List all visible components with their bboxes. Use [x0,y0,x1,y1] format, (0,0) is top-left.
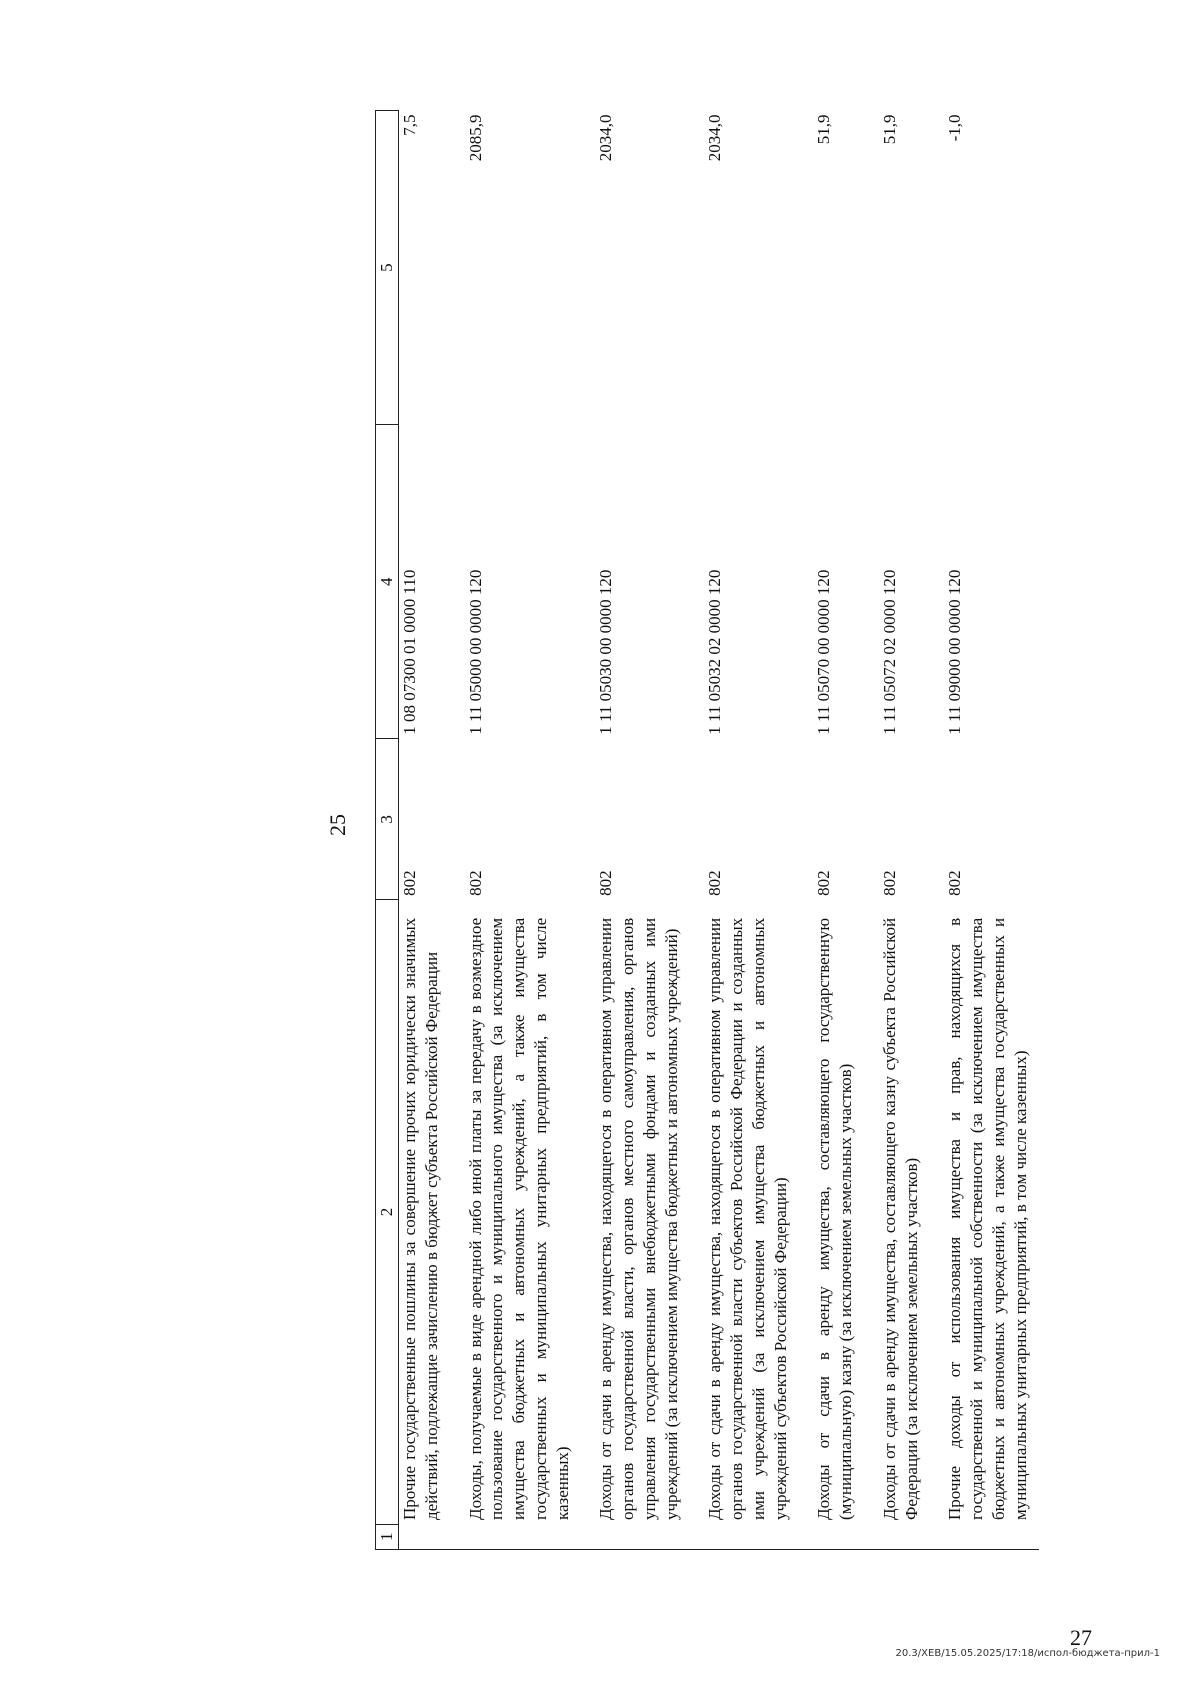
row-admin-code: 802 [465,870,485,896]
table-header-row [376,111,399,1550]
row-col-1-cell [813,1524,879,1549]
footer-document-tag: 20.3/XEB/15.05.2025/17:18/испол-бюджета-прил-1 [895,1648,1160,1659]
table-row [879,111,945,1550]
row-kbk-code: 1 11 05030 00 0000 120 [596,569,616,735]
row-description: Доходы от сдачи в аренду имущества, составляющего государственную (муниципальную) казну (за исключением земельных участков) [814,917,855,1521]
row-description: Доходы от сдачи в аренду имущества, находящегося в оперативном управлении органов государственной власти, органов местного самоуправления, органов управления государственными внебюджетными фондами и созданных ими учреждений (за исключением имущества бюджетных и автономных учреждений) [596,917,681,1521]
row-admin-code: 802 [879,870,899,896]
table-row [465,111,596,1550]
row-amount: 2034,0 [596,114,616,162]
row-amount: 51,9 [814,114,834,145]
header-col-3: 3 [376,739,399,900]
page-number-bottom: 27 [1070,1625,1092,1650]
row-amount: 51,9 [879,114,899,145]
table-row [813,111,879,1550]
row-admin-code: 802 [400,870,419,896]
table-row [399,111,465,1550]
row-col-1-cell [704,1524,813,1549]
header-col-1: 1 [376,1524,399,1549]
row-admin-code: 802 [705,870,725,896]
header-col-4: 4 [376,425,399,739]
row-amount: -1,0 [945,114,965,142]
row-description: Доходы от сдачи в аренду имущества, находящегося в оперативном управлении органов государственной власти субъектов Российской Федерации и созданных ими учреждений (за исключением имущества бюджетных и автономных учреждений субъектов Российской Федерации) [705,917,790,1521]
row-col-1-cell [944,1524,1039,1549]
row-kbk-code: 1 11 05072 02 0000 120 [879,569,899,735]
header-col-2: 2 [376,900,399,1524]
row-description: Доходы, получаемые в виде арендной либо иной платы за передачу в возмездное пользование государственного и муниципального имущества (за исключением имущества бюджетных и автономных учреждений, а также имущества государственных и муниципальных унитарных предприятий, в том числе казенных) [465,917,572,1521]
row-description: Прочие доходы от использования имущества и прав, находящихся в государственной и муниципальной собственности (за исключением имущества бюджетных и автономных учреждений, а также имущества государственных и муниципальных унитарных предприятий, в том числе казенных) [945,917,1030,1521]
page-number-top: 25 [325,814,350,836]
row-kbk-code: 1 08 07300 01 0000 110 [400,569,419,735]
row-amount: 2034,0 [705,114,725,162]
revenue-table [375,110,1039,1550]
row-admin-code: 802 [596,870,616,896]
row-kbk-code: 1 11 05032 02 0000 120 [705,569,725,735]
row-amount: 2085,9 [465,114,485,162]
row-col-1-cell [879,1524,945,1549]
rotated-page [150,60,1050,1590]
rotated-page-inner [150,60,1050,1590]
row-col-1-cell [399,1524,465,1549]
row-col-1-cell [465,1524,596,1549]
header-col-5: 5 [376,111,399,425]
row-admin-code: 802 [945,870,965,896]
row-kbk-code: 1 11 05070 00 0000 120 [814,569,834,735]
row-amount: 7,5 [400,114,419,136]
row-admin-code: 802 [814,870,834,896]
table-row [944,111,1039,1550]
row-description: Прочие государственные пошлины за совершение прочих юридически значимых действий, подлежащие зачислению в бюджет субъекта Российской Федерации [400,917,441,1521]
row-description: Доходы от сдачи в аренду имущества, составляющего казну субъекта Российской Федерации (за исключением земельных участков) [879,917,921,1521]
table-row [704,111,813,1550]
row-col-1-cell [595,1524,704,1549]
row-kbk-code: 1 11 05000 00 0000 120 [465,569,485,735]
table-row [595,111,704,1550]
row-kbk-code: 1 11 09000 00 0000 120 [945,569,965,735]
